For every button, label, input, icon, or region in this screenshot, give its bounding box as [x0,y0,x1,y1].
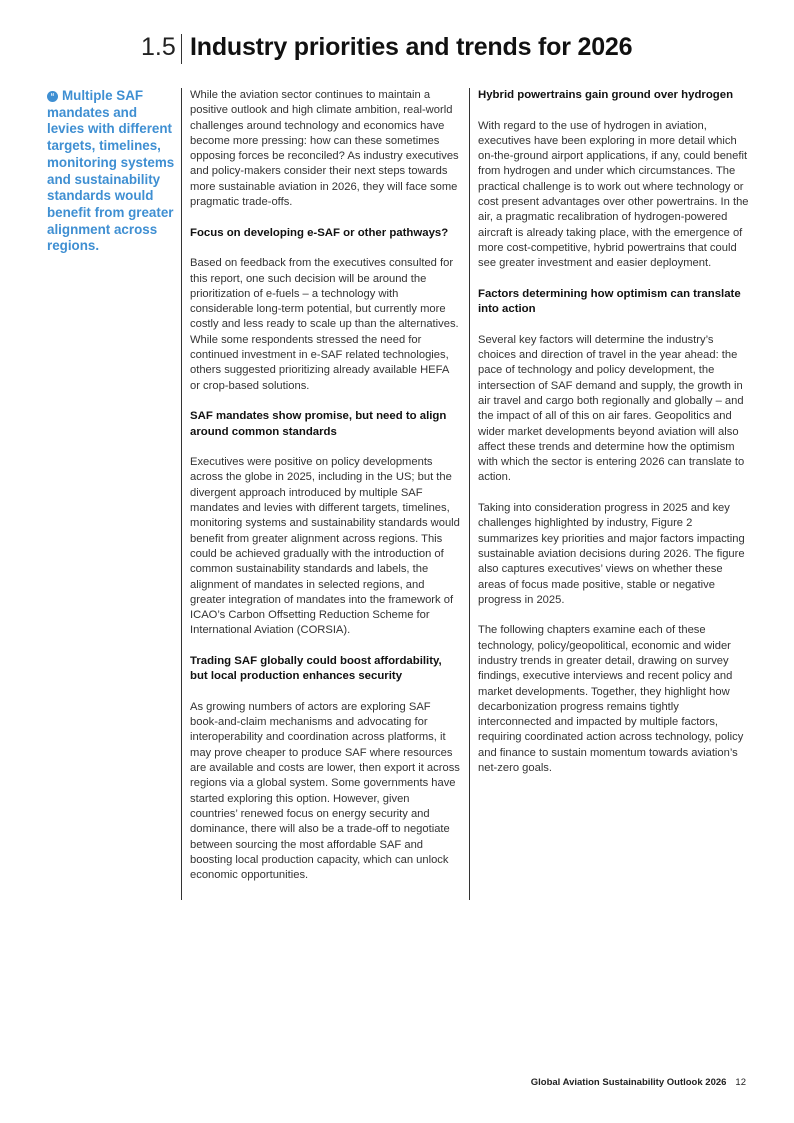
paragraph-saf-mandates: Executives were positive on policy developments across the globe in 2025, including in the US; but the divergent approach introduced by multiple SAF mandates and levies with different targets, timelines, monitoring systems and sustainability standards would benefit from greater alignment across regions. This could be achieved gradually with the introduction of common sustainability standards and labels, the alignment of mandates in selected regions, and greater integration of mandates into the framework of ICAO’s Carbon Offsetting Reduction Scheme for International Aviation (CORSIA). [190,456,460,637]
heading-trading-saf: Trading SAF globally could boost affordability, but local production enhances security [190,654,442,683]
heading-factors: Factors determining how optimism can translate into action [478,287,741,316]
paragraph-figure-2: Taking into consideration progress in 2025 and key challenges highlighted by industry, Figure 2 summarizes key priorities and major factors impacting sustainable aviation decisions during 2026. The figure also captures executives’ views on whether these areas of focus made positive, stable or negative progress in 2025. [478,502,745,606]
paragraph-trading-saf: As growing numbers of actors are exploring SAF book-and-claim mechanisms and advocating for interoperability and coordination across platforms, it may prove cheaper to produce SAF where resources are available and costs are lower, then export it across regions via a global system. Some governments have started exploring this option. However, given countries’ renewed focus on energy security and dominance, there will also be a trade-off to negotiate between sourcing the most affordable SAF and boosting local production capacity, which can unlock economic opportunities. [190,700,460,882]
pull-quote-text: Multiple SAF mandates and levies with different targets, timelines, monitoring systems and sustainability standards would benefit from greater alignment across regions. [47,88,175,254]
page-title: Industry priorities and trends for 2026 [190,33,633,61]
intro-paragraph: While the aviation sector continues to maintain a positive outlook and high climate ambition, real-world challenges around technology and economics have become more pressing: how can these sometimes opposing forces be reconciled? As industry executives and policy-makers consider their next steps towards more sustainable aviation in 2026, they will face some pragmatic trade-offs. [190,89,459,209]
header-divider [181,34,182,64]
heading-hybrid-powertrains: Hybrid powertrains gain ground over hydrogen [478,89,734,101]
heading-e-saf: Focus on developing e-SAF or other pathways? [190,226,449,239]
paragraph-e-saf: Based on feedback from the executives consulted for this report, one such decision will be around the prioritization of e-fuels – a technology with considerable long-term potential, but currently more costly and less ready to scale up than the alternatives. While some respondents stressed the need for continued investment in e-SAF related technologies, others suggested prioritizing already available HEFA or crop-based solutions. [190,257,459,392]
column-divider-middle [469,88,470,900]
quote-icon: “ [47,91,58,102]
paragraph-following-chapters: The following chapters examine each of these technology, policy/geopolitical, economic and wider industry trends in greater detail, drawing on survey findings, executive interviews and recent policy and market developments. Together, they highlight how decarbonization progress remains tightly interconnected and impacted by multiple factors, requiring coordinated action across technology, policy and finance to sustain momentum towards aviation’s net-zero goals. [478,624,744,775]
heading-saf-mandates: SAF mandates show promise, but need to align around common standards [190,410,447,438]
paragraph-factors: Several key factors will determine the industry’s choices and direction of travel in the year ahead: the pace of technology and policy development, the intersection of SAF demand and supply, the growth in air travel and cargo both regionally and globally – and the impact of all of this on air fares. Geopolitics and wider market developments beyond aviation will also affect these trends and determine how the optimism with which the sector is entering 2026 can translate to action. [478,333,745,484]
pull-quote [47,88,175,255]
section-number: 1.5 [141,33,176,61]
page-footer [531,1077,746,1088]
column-left [190,88,460,899]
publication-title: Global Aviation Sustainability Outlook 2026 [530,1077,727,1088]
column-divider-left [181,88,182,900]
paragraph-hybrid-powertrains: With regard to the use of hydrogen in aviation, executives have been exploring in more detail which on-the-ground airport applications, if any, could benefit from hydrogen and under which circumstances. The practical challenge is to work out where technology or cost present advantages over other powertrains. In the air, a pragmatic recalibration of hydrogen-powered aircraft is already taking place, with the emergence of more cost-competitive, hybrid powertrains that could see greater investment and easier deployment. [478,119,749,270]
page-number: 12 [735,1077,746,1088]
page-header [0,30,794,64]
column-right [478,88,750,792]
